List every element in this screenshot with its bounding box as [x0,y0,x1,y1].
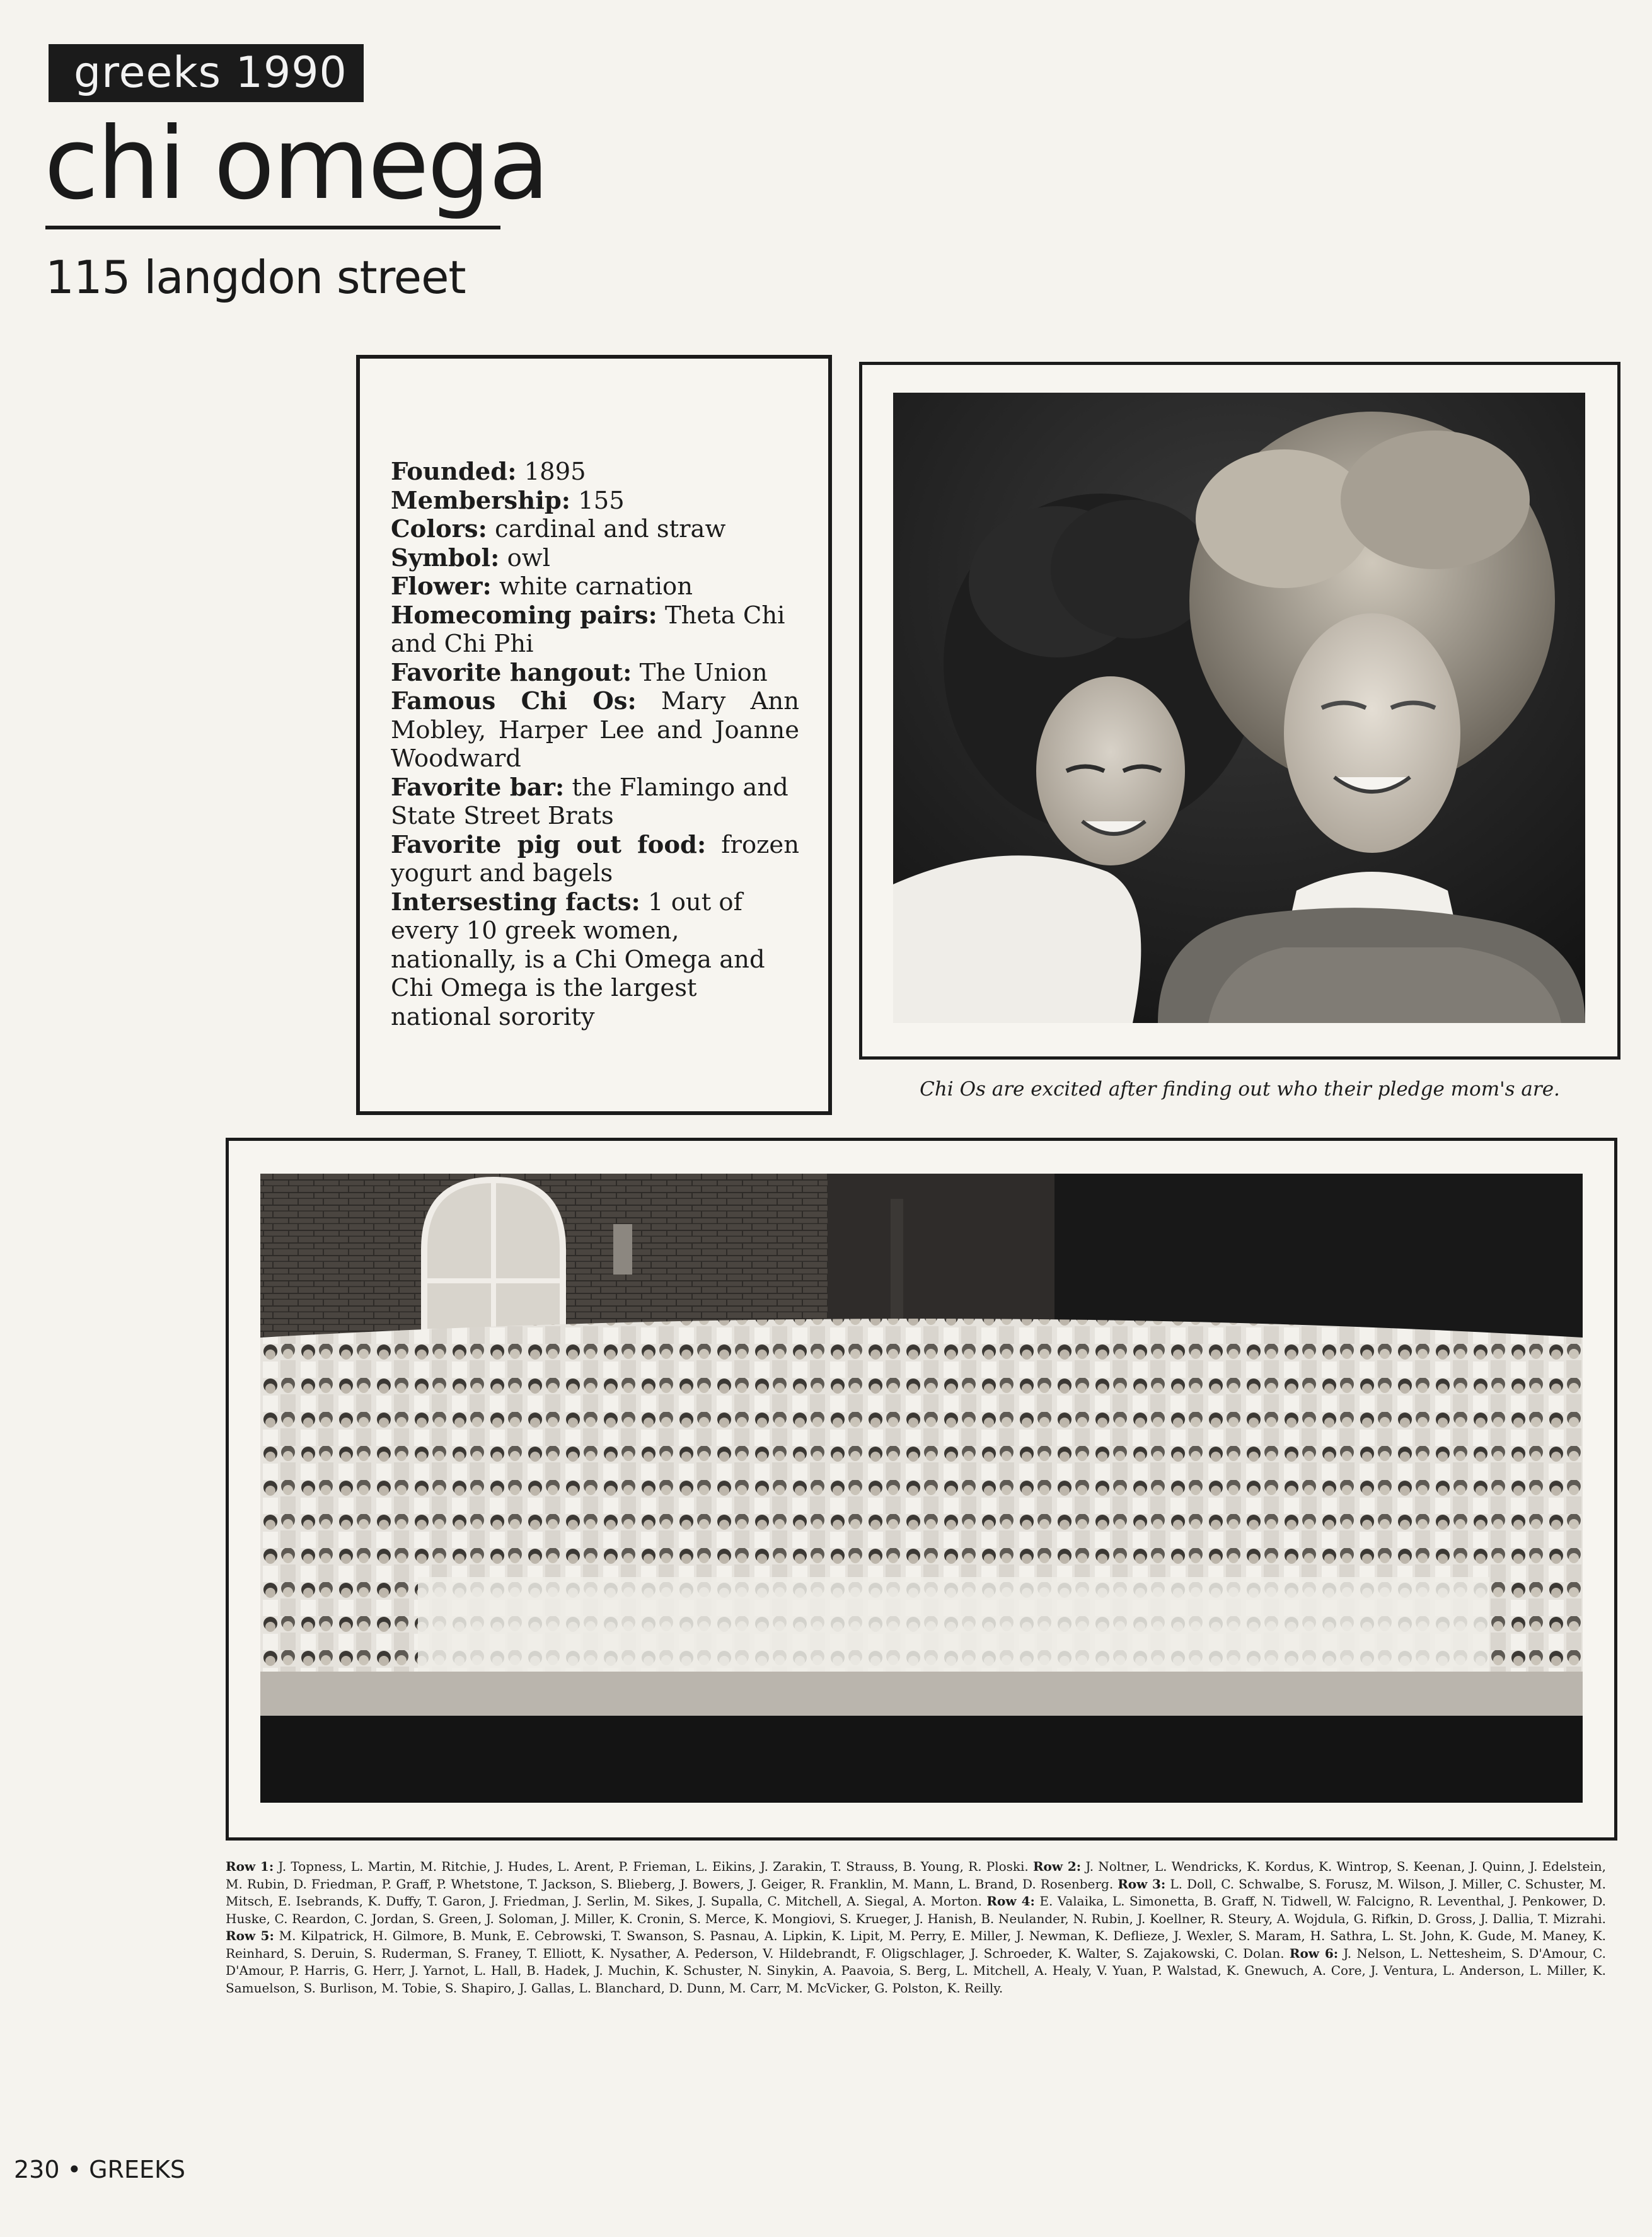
page-title: chi omega [44,106,548,222]
names-caption: Row 1: J. Topness, L. Martin, M. Ritchie, J. Hudes, L. Arent, P. Frieman, L. Eikins, J. Zarakin, T. Strauss, B. Young, R. Ploski. Row 2: J. Noltner, L. Wendricks, K. Kordus, K. Wintrop, S. Keenan, J. Quinn, J. Edelstein, M. Rubin, D. Friedman, P. Graff, P. Whetstone, T. Jackson, S. Blieberg, J. Bowers, J. Geiger, R. Franklin, M. Mann, L. Brand, D. Rosenberg. Row 3: L. Doll, C. Schwalbe, S. Forusz, M. Wilson, J. Miller, C. Schuster, M. Mitsch, E. Isebrands, K. Duffy, T. Garon, J. Friedman, J. Serlin, M. Sikes, J. Supalla, C. Mitchell, A. Siegal, A. Morton. Row 4: E. Valaika, L. Simonetta, B. Graff, N. Tidwell, W. Falcigno, R. Leventhal, J. Penkower, D. Huske, C. Reardon, C. Jordan, S. Green, J. Soloman, J. Miller, K. Cronin, S. Merce, K. Mongiovi, S. Krueger, J. Hanish, B. Neulander, N. Rubin, J. Koellner, R. Steury, A. Wojdula, G. Rifkin, D. Gross, J. Dallia, T. Mizrahi. Row 5: M. Kilpatrick, H. Gilmore, B. Munk, E. Cebrowski, T. Swanson, S. Pasnau, A. Lipkin, K. Lipit, M. Perry, E. Miller, J. Newman, K. Deflieze, J. Wexler, S. Maram, H. Sathra, L. St. John, K. Gude, M. Maney, K. Reinhard, S. Deruin, S. Ruderman, S. Franey, T. Elliott, K. Nysather, A. Pederson, V. Hildebrandt, F. Oligschlager, J. Schroeder, K. Walter, S. Zajakowski, C. Dolan. Row 6: J. Nelson, L. Nettesheim, S. D'Amour, C. D'Amour, P. Harris, G. Herr, J. Yarnot, L. Hall, B. Hadek, J. Muchin, K. Schuster, N. Sinykin, A. Paavoia, S. Berg, L. Mitchell, A. Healy, V. Yuan, P. Walstad, K. Gnewuch, A. Core, J. Ventura, L. Anderson, L. Miller, K. Samuelson, S. Burlison, M. Tobie, S. Shapiro, J. Gallas, L. Blanchard, D. Dunn, M. Carr, M. McVicker, G. Polston, K. Reilly. [226,1859,1607,1996]
fact-founded: Founded: 1895 [391,458,586,486]
fact-interesting-facts: Intersesting facts: 1 out of every 10 greek women, nationally, is a Chi Omega and Chi Omega is the largest national sorority [391,887,765,1031]
fact-famous-chi-os: Famous Chi Os: Mary Ann Mobley, Harper Lee and Joanne Woodward [391,687,799,773]
fact-homecoming-pairs: Homecoming pairs: Theta Chi and Chi Phi [391,601,785,658]
fact-favorite-food: Favorite pig out food: frozen yogurt and bagels [391,830,799,887]
fact-flower: Flower: white carnation [391,572,693,601]
group-photo [260,1174,1583,1803]
house-address: 115 langdon street [45,251,466,304]
fact-favorite-hangout: Favorite hangout: The Union [391,658,768,687]
facts-list [391,458,799,1031]
title-divider [45,226,500,229]
section-tag: greeks 1990 [49,44,364,102]
portrait-photo [893,393,1585,1023]
fact-membership: Membership: 155 [391,486,625,515]
group-photo-image [260,1174,1583,1803]
fact-colors: Colors: cardinal and straw [391,515,726,543]
fact-symbol: Symbol: owl [391,543,551,572]
portrait-photo-image [893,393,1585,1023]
page-footer: 230 • GREEKS [14,2156,186,2183]
fact-favorite-bar: Favorite bar: the Flamingo and State Street Brats [391,773,788,830]
portrait-photo-caption: Chi Os are excited after finding out who their pledge mom's are. [920,1078,1560,1101]
